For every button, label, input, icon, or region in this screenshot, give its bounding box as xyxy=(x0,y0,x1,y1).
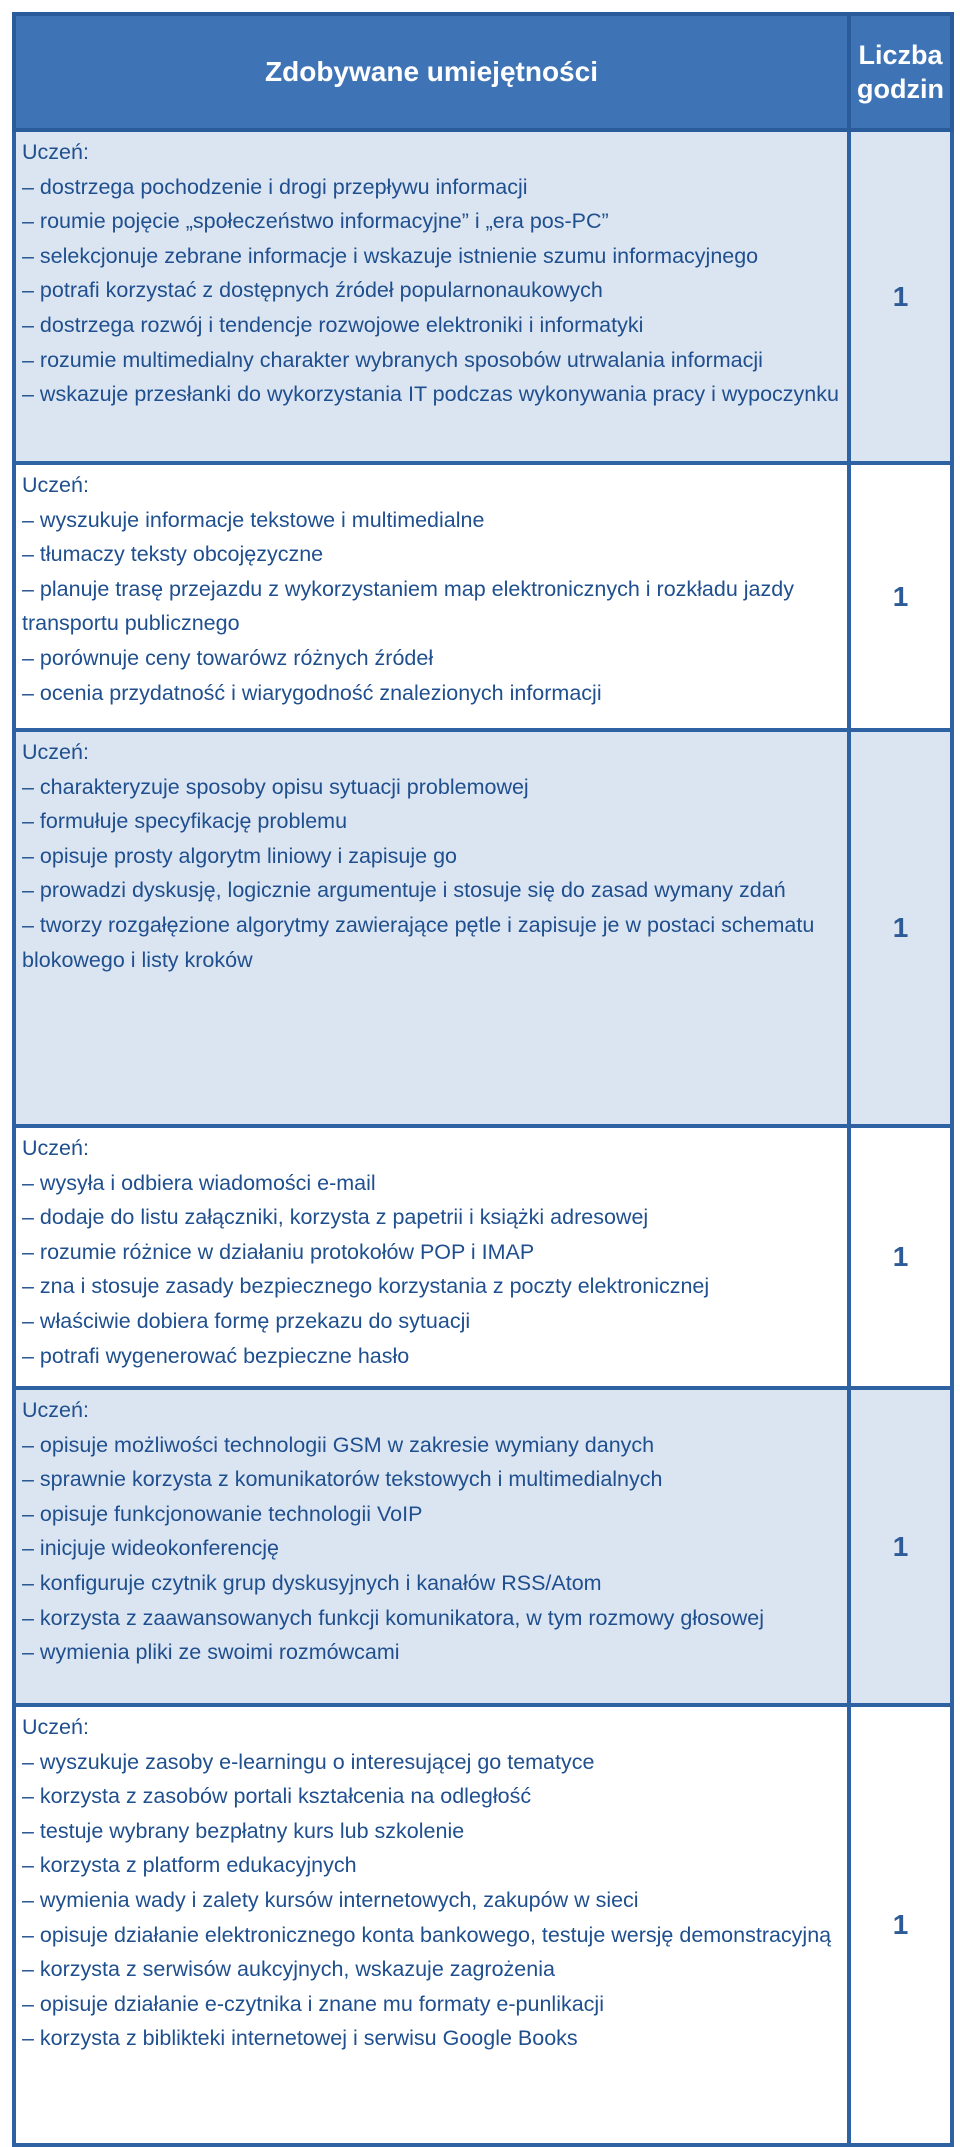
skill-item: – charakteryzuje sposoby opisu sytuacji problemowej xyxy=(22,774,529,799)
table-row xyxy=(14,1388,952,1705)
skills-cell xyxy=(14,130,849,463)
hours-cell: 1 xyxy=(849,1126,952,1388)
skills-cell xyxy=(14,1705,849,2145)
skill-item: – konfiguruje czytnik grup dyskusyjnych i kanałów RSS/Atom xyxy=(22,1570,602,1595)
header-row xyxy=(14,14,952,130)
skills-table-container xyxy=(12,12,950,2147)
skill-item: – korzysta z zaawansowanych funkcji komunikatora, w tym rozmowy głosowej xyxy=(22,1605,765,1630)
row-intro: Uczeń: xyxy=(22,1715,89,1739)
skill-item: – formułuje specyfikację problemu xyxy=(22,809,348,834)
skill-item: – ocenia przydatność i wiarygodność znalezionych informacji xyxy=(22,680,602,705)
skill-item: – selekcjonuje zebrane informacje i wskazuje istnienie szumu informacyjnego xyxy=(22,243,759,268)
skill-item: – sprawnie korzysta z komunikatorów tekstowych i multimedialnych xyxy=(22,1467,663,1492)
skills-cell xyxy=(14,1388,849,1705)
skill-item: – wyszukuje zasoby e-learningu o interesującej go tematyce xyxy=(22,1749,595,1774)
skill-item: – zna i stosuje zasady bezpiecznego korzystania z poczty elektronicznej xyxy=(22,1274,710,1299)
row-intro: Uczeń: xyxy=(22,740,89,764)
skill-item: – opisuje możliwości technologii GSM w zakresie wymiany danych xyxy=(22,1432,655,1457)
header-skills: Zdobywane umiejętności xyxy=(14,14,849,130)
hours-cell: 1 xyxy=(849,730,952,1126)
table-row xyxy=(14,130,952,463)
skill-item: – tłumaczy teksty obcojęzyczne xyxy=(22,542,324,567)
skill-item: – korzysta z zasobów portali kształcenia na odległość xyxy=(22,1784,532,1809)
skill-item: – dostrzega rozwój i tendencje rozwojowe elektroniki i informatyki xyxy=(22,312,644,337)
table-row xyxy=(14,1705,952,2145)
skill-item: – tworzy rozgałęzione algorytmy zawierające pętle i zapisuje je w postaci schematu blokowego i listy kroków xyxy=(22,912,815,972)
skill-item: – dostrzega pochodzenie i drogi przepływu informacji xyxy=(22,174,528,199)
skill-item: – porównuje ceny towarówz różnych źródeł xyxy=(22,645,434,670)
skill-item: – wymienia pliki ze swoimi rozmówcami xyxy=(22,1640,400,1665)
skill-item: – opisuje funkcjonowanie technologii VoIP xyxy=(22,1501,423,1526)
header-hours-line1: Liczba xyxy=(858,40,943,70)
skill-item: – opisuje prosty algorytm liniowy i zapisuje go xyxy=(22,843,457,868)
skill-item: – właściwie dobiera formę przekazu do sytuacji xyxy=(22,1308,471,1333)
skills-cell xyxy=(14,730,849,1126)
hours-cell: 1 xyxy=(849,1705,952,2145)
skill-item: – korzysta z serwisów aukcyjnych, wskazuje zagrożenia xyxy=(22,1957,555,1982)
skill-item: – inicjuje wideokonferencję xyxy=(22,1536,279,1561)
skill-item: – potrafi korzystać z dostępnych źródeł popularnonaukowych xyxy=(22,278,603,303)
skill-item: – dodaje do listu załączniki, korzysta z papetrii i książki adresowej xyxy=(22,1205,649,1230)
table-body xyxy=(14,130,952,2145)
skill-item: – rozumie multimedialny charakter wybranych sposobów utrwalania informacji xyxy=(22,347,763,372)
skill-item: – opisuje działanie e-czytnika i znane mu formaty e-punlikacji xyxy=(22,1991,604,2016)
header-hours xyxy=(849,14,952,130)
skill-item: – wskazuje przesłanki do wykorzystania IT podczas wykonywania pracy i wypoczynku xyxy=(22,382,839,407)
skill-item: – wysyła i odbiera wiadomości e-mail xyxy=(22,1170,376,1195)
row-intro: Uczeń: xyxy=(22,473,89,497)
hours-cell: 1 xyxy=(849,463,952,730)
skill-item: – roumie pojęcie „społeczeństwo informacyjne” i „era pos-PC” xyxy=(22,209,609,234)
skill-item: – rozumie różnice w działaniu protokołów POP i IMAP xyxy=(22,1239,535,1264)
hours-cell: 1 xyxy=(849,1388,952,1705)
table-row xyxy=(14,1126,952,1388)
skill-item: – korzysta z platform edukacyjnych xyxy=(22,1853,357,1878)
skills-table xyxy=(12,12,954,2147)
skills-cell xyxy=(14,1126,849,1388)
header-hours-line2: godzin xyxy=(857,74,944,104)
row-intro: Uczeń: xyxy=(22,140,89,164)
hours-cell: 1 xyxy=(849,130,952,463)
skill-item: – planuje trasę przejazdu z wykorzystaniem map elektronicznych i rozkładu jazdy transportu publicznego xyxy=(22,576,794,636)
skill-item: – wyszukuje informacje tekstowe i multimedialne xyxy=(22,507,485,532)
skill-item: – opisuje działanie elektronicznego konta bankowego, testuje wersję demonstracyjną xyxy=(22,1922,832,1947)
skills-cell xyxy=(14,463,849,730)
skill-item: – wymienia wady i zalety kursów internetowych, zakupów w sieci xyxy=(22,1887,639,1912)
skill-item: – korzysta z biblikteki internetowej i serwisu Google Books xyxy=(22,2026,578,2051)
table-row xyxy=(14,730,952,1126)
row-intro: Uczeń: xyxy=(22,1136,89,1160)
table-row xyxy=(14,463,952,730)
skill-item: – potrafi wygenerować bezpieczne hasło xyxy=(22,1343,410,1368)
skill-item: – testuje wybrany bezpłatny kurs lub szkolenie xyxy=(22,1818,465,1843)
row-intro: Uczeń: xyxy=(22,1398,89,1422)
skill-item: – prowadzi dyskusję, logicznie argumentuje i stosuje się do zasad wymany zdań xyxy=(22,878,786,903)
